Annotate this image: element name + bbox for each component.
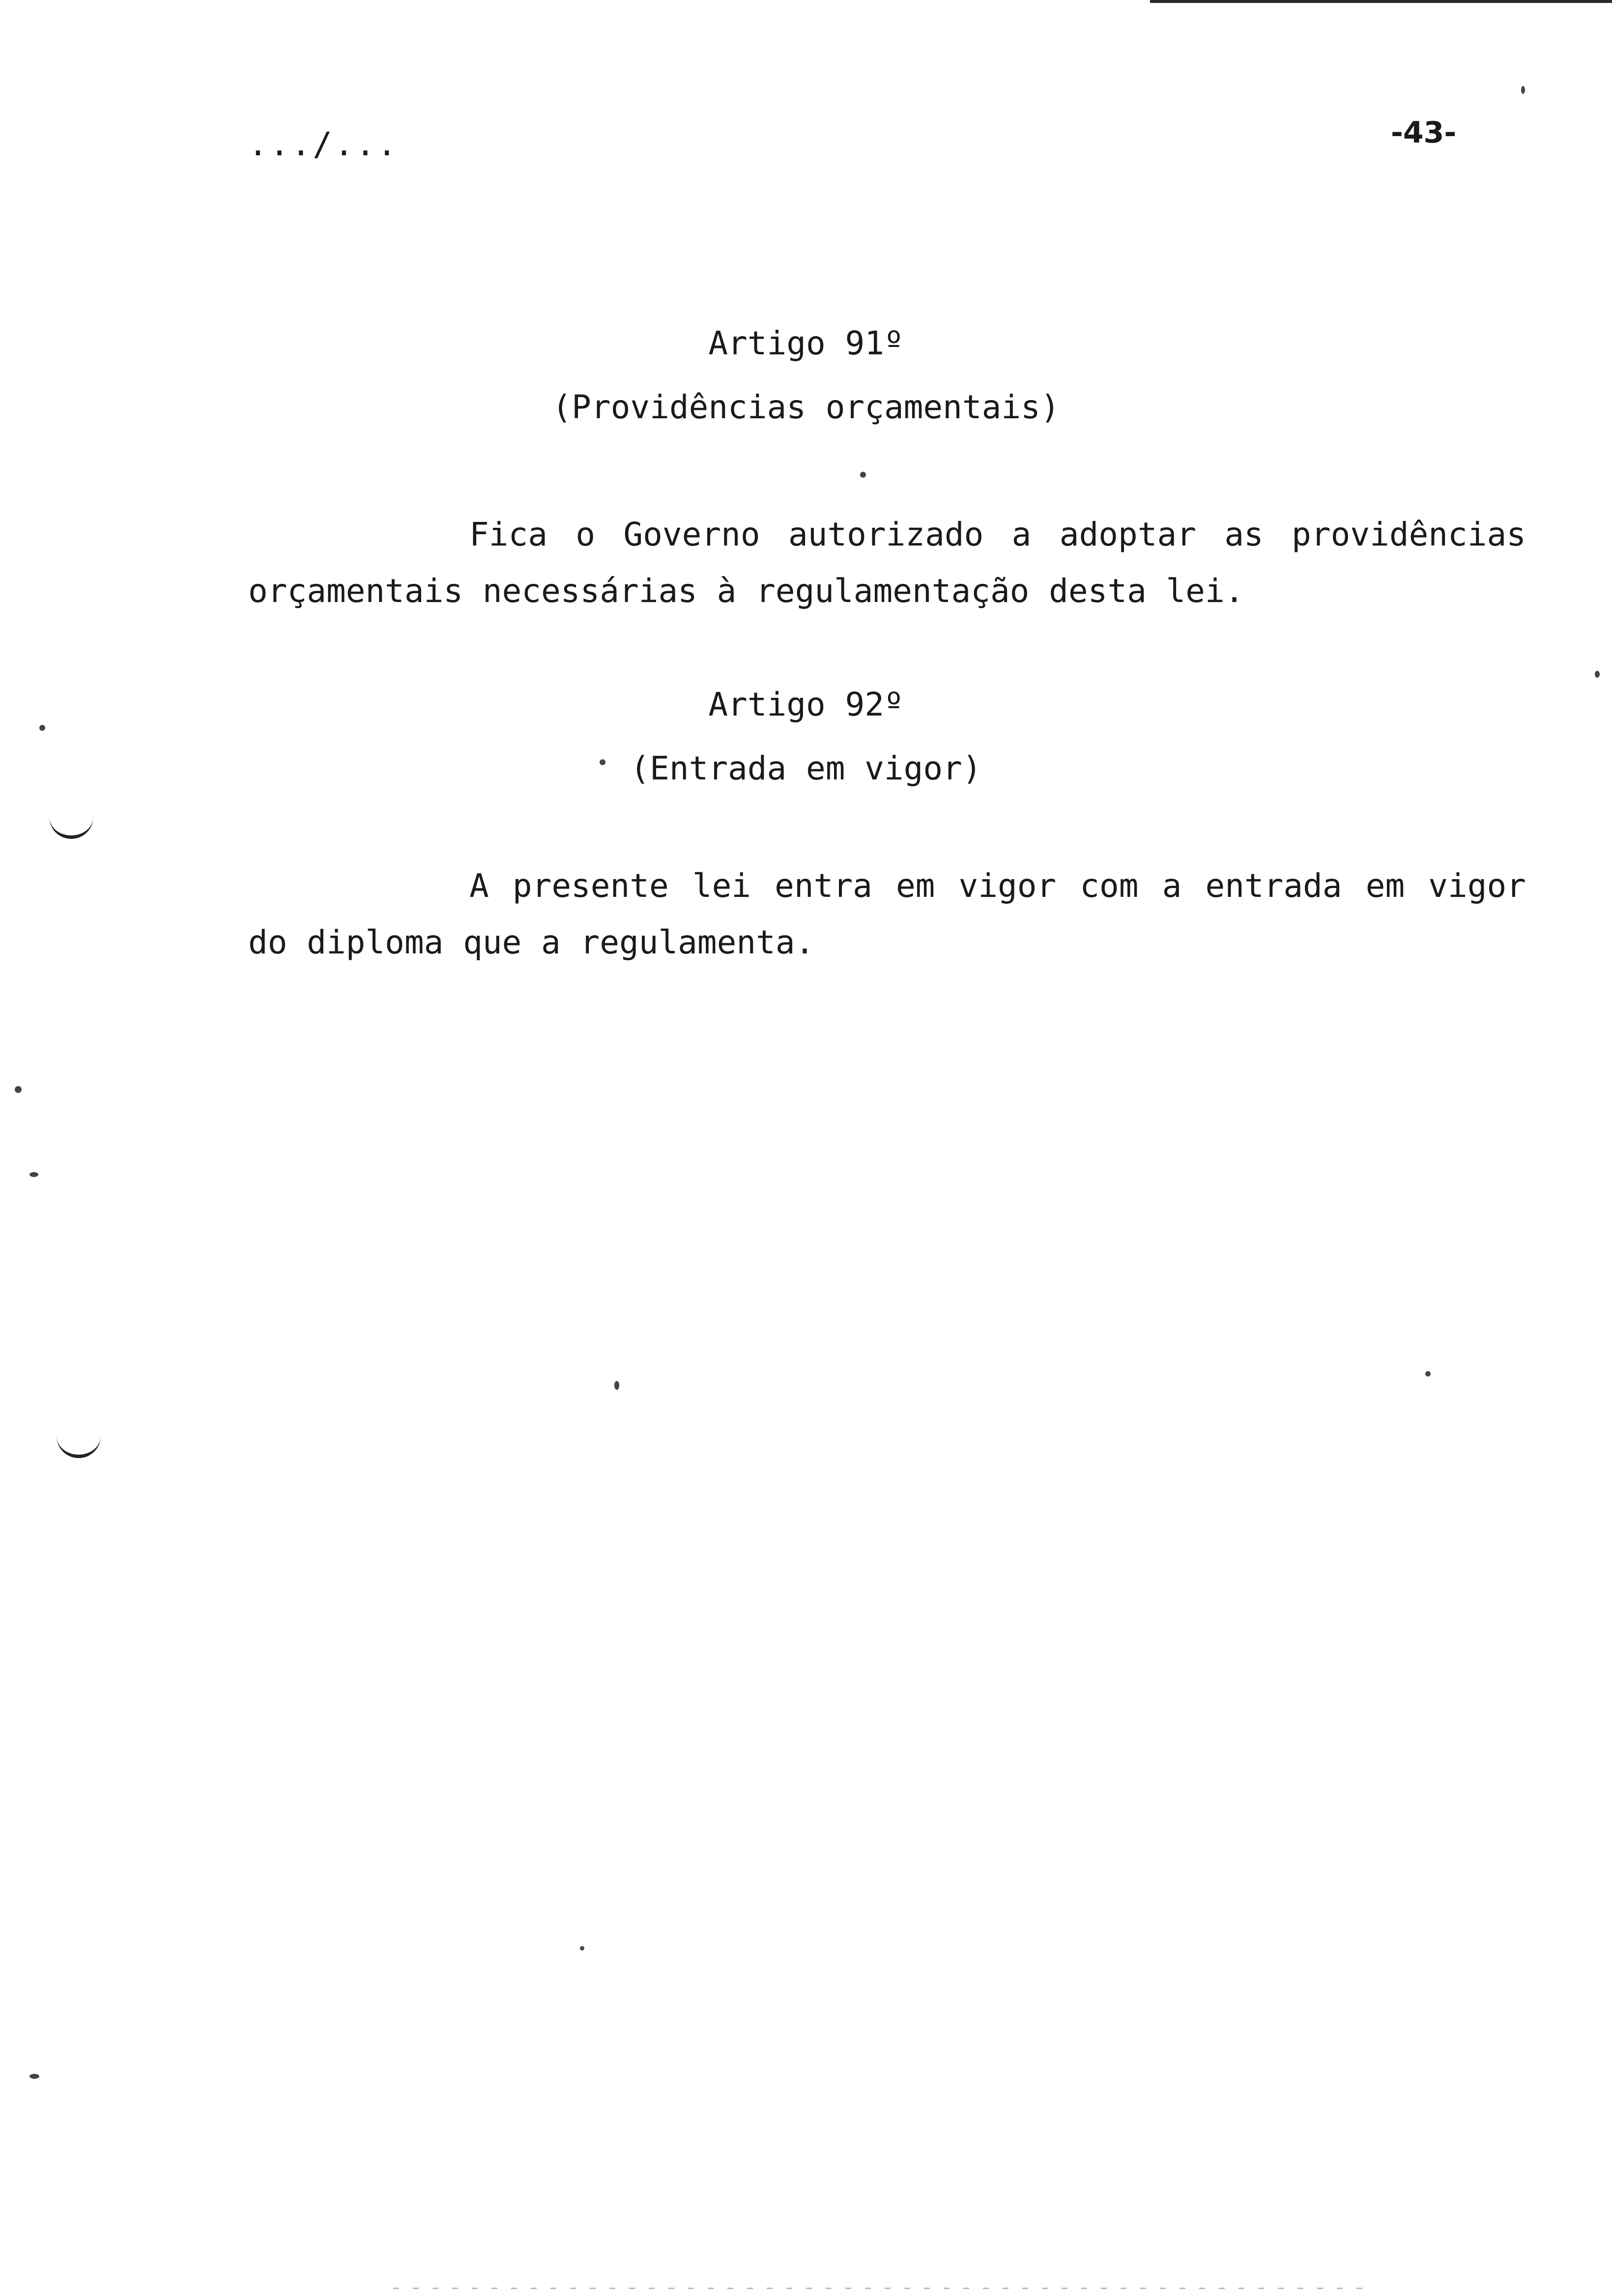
article-heading: Artigo 91º — [708, 324, 904, 362]
scan-edge-mark — [57, 1435, 101, 1458]
scan-speck — [29, 1172, 38, 1177]
scan-speck — [1521, 86, 1525, 94]
continuation-mark: .../... — [248, 125, 399, 163]
scan-speck — [860, 472, 866, 478]
article-subtitle: (Providências orçamentais) — [552, 388, 1060, 426]
page-number: -43- — [1391, 115, 1457, 150]
article-subtitle: (Entrada em vigor) — [630, 749, 982, 787]
scan-speck — [1425, 1371, 1431, 1377]
scan-speck — [614, 1381, 619, 1390]
article-body: A presente lei entra em vigor com a entrada em vigor do diploma que a regulamenta. — [248, 867, 1526, 961]
scan-speck — [600, 759, 605, 765]
scan-speck — [29, 2074, 39, 2079]
scan-edge-mark — [49, 816, 93, 839]
scan-speck — [39, 725, 45, 731]
top-edge-rule — [1150, 0, 1612, 3]
scan-speck — [15, 1086, 22, 1093]
scan-speck — [1595, 671, 1600, 678]
scan-bottom-noise — [393, 2288, 1376, 2289]
scan-speck — [580, 1946, 584, 1951]
article-heading: Artigo 92º — [708, 686, 904, 723]
article-body: Fica o Governo autorizado a adoptar as providências orçamentais necessárias à regulamentação desta lei. — [248, 516, 1526, 610]
